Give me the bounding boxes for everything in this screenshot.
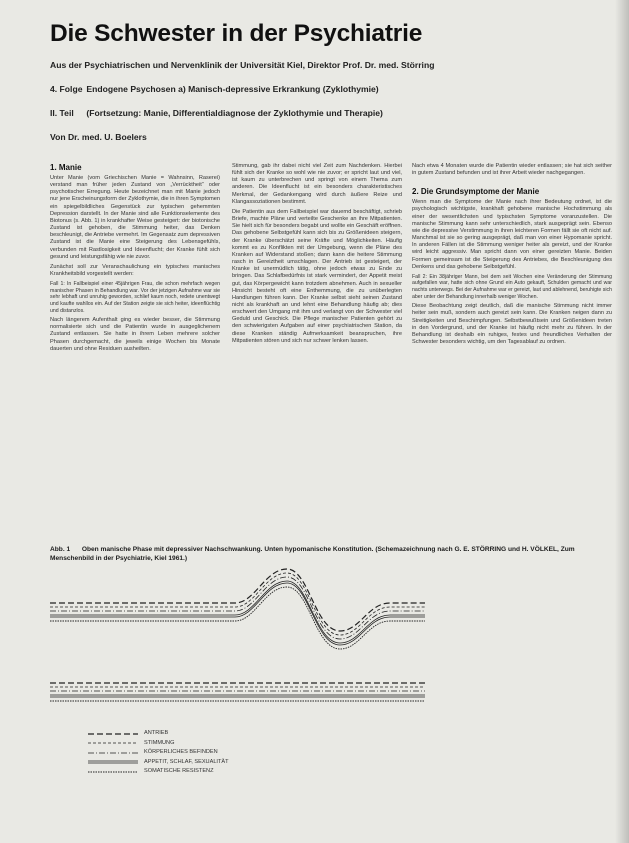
paragraph: Diese Beobachtung zeigt deutlich, daß die manische Stimmung nicht immer heiter sein muß, sondern auch gereizt sein kann. Die Kranken neigen dann zu Streitigkeiten und Beschimpfungen. Selbstbewußtsein und Größenideen treten in den Vordergrund, und der Kranke ist häufig nicht mehr zu führen. In der Behandlung ist deshalb ein ruhiges, festes und freundliches Verhalten der Schwester besonders wichtig, um den Tagesablauf zu ordnen. — [412, 303, 612, 346]
section-heading-mania: 1. Manie — [50, 163, 82, 172]
legend-line-sample — [88, 740, 138, 746]
part-line — [50, 108, 383, 118]
paragraph: Nach etwa 4 Monaten wurde die Patientin wieder entlassen; sie hat sich seither in gutem Zustand befunden und ist ihrer Arbeit wieder nachgegangen. — [412, 163, 612, 177]
paragraph: Stimmung, gab ihr dabei nicht viel Zeit zum Nachdenken. Hierbei fühlt sich der Kranke so wohl wie nie zuvor; er spricht laut und viel, ist kaum zu unterbrechen und springt von einem Thema zum anderen. Die Ideenflucht ist ein besonders charakteristisches Merkmal, der Gedankengang wird durch äußere Reize und Klangassoziationen bestimmt. — [232, 163, 402, 205]
legend-line-sample — [88, 750, 138, 756]
legend-line-sample — [88, 731, 138, 737]
paragraph: Wenn man die Symptome der Manie nach ihrer Bedeutung ordnet, ist die psychologisch wichtigste, krankhaft gehobene manische Hochstimmung als einer der wesentlichsten und typischsten Symptome voranzustellen. Die manische Stimmung kann sehr unterschiedlich, stark ausgeprägt sein. Ebenso wie die depressive Verstimmung in ihren leichteren Formen fällt sie oft nicht auf. Manchmal ist sie so gering ausgeprägt, daß man von einer Hypomanie spricht. In anderen Fällen ist die Stimmung weniger heiter als gereizt, und der Kranke wird leicht aggressiv. Man spricht dann von einer gereizten Manie. Beiden Formen gemeinsam ist die Steigerung des Antriebes, die Beschleunigung des Denkens und das gehobene Selbstgefühl. — [412, 199, 612, 270]
legend-item — [88, 729, 229, 739]
figure-legend — [88, 729, 229, 777]
section-heading-symptoms: 2. Die Grundsymptome der Manie — [412, 187, 540, 197]
text-column-3 — [412, 163, 612, 349]
case-report: Fall 1: In Fallbeispiel einer 45jährigen Frau, die schon mehrfach wegen manischer Phasen in Behandlung war. Vor der jetzigen Aufnahme war sie sehr lebhaft und unruhig geworden, schlief kaum noch, redete unentwegt und kaufte wahllos ein. Auf der Station zeigte sie sich heiter, ideenflüchtig und distanzlos. — [50, 281, 220, 314]
author-line: Von Dr. med. U. Boelers — [50, 132, 147, 142]
figure-caption-text: Oben manische Phase mit depressiver Nachschwankung. Unten hypomanische Konstitution. (Schemazeichnung nach G. E. STÖRRING und H. VÖLKEL, Zum Menschenbild in der Psychiatrie, Kiel 1961.) — [50, 546, 575, 562]
legend-line-sample — [88, 759, 138, 765]
part-text: (Fortsetzung: Manie, Differentialdiagnose der Zyklothymie und Therapie) — [86, 108, 383, 118]
figure-diagram — [50, 565, 425, 725]
figure-label: Abb. 1 — [50, 546, 71, 553]
article-title: Die Schwester in der Psychiatrie — [50, 20, 423, 47]
legend-item — [88, 767, 229, 777]
legend-label: KÖRPERLICHES BEFINDEN — [144, 749, 218, 755]
legend-label: SOMATISCHE RESISTENZ — [144, 768, 214, 774]
case-report: Fall 2: Ein 38jähriger Mann, bei dem seit Wochen eine Veränderung der Stimmung aufgefallen war, hatte sich ohne Grund ein Auto gekauft, Schulden gemacht und war nachts unterwegs. Bei der Aufnahme war er gereizt, laut und ablehnend, beruhigte sich aber unter der Behandlung innerhalb weniger Wochen. — [412, 273, 612, 300]
legend-item — [88, 758, 229, 768]
paragraph: Die Patientin aus dem Fallbeispiel war dauernd beschäftigt, schrieb Briefe, machte Pläne und verteilte Geschenke an ihre Mitpatienten. Sie hielt sich für besonders begabt und wollte ein Geschäft eröffnen. Das gehobene Selbstgefühl kann sich bis zu Größenideen steigern, der Kranke überschätzt seine Kräfte und Möglichkeiten. Häufig kommt es zu Konflikten mit der Umgebung, wenn die Pläne des Kranken auf Widerstand stoßen; dann kann die heitere Stimmung rasch in Gereiztheit umschlagen. Der Antrieb ist gesteigert, der Kranke ist unermüdlich tätig, ohne jedoch etwas zu Ende zu bringen. Das Schlafbedürfnis ist stark vermindert, der Appetit meist gut, das Körpergewicht kann trotzdem abnehmen. Auch in sexueller Hinsicht besteht oft eine Enthemmung, die zu unüberlegten Handlungen führen kann. Der Kranke selbst sieht seinen Zustand nicht als krankhaft an und lehnt eine Behandlung häufig ab; dies erschwert den Umgang mit ihm und verlangt von der Schwester viel Geduld und Geschick. Die Pflege manischer Patienten gehört zu den schwierigsten Aufgaben auf einer psychiatrischen Station, da diese Kranken ständig Aufmerksamkeit beanspruchen, ihre Mitpatienten stören und sich nur schwer lenken lassen. — [232, 208, 402, 344]
series-line — [50, 84, 379, 94]
legend-label: APPETIT, SCHLAF, SEXUALITÄT — [144, 758, 229, 765]
series-text: Endogene Psychosen a) Manisch-depressive Erkrankung (Zyklothymie) — [86, 84, 379, 94]
paragraph: Unter Manie (vom Griechischen Manie = Wahnsinn, Raserei) verstand man früher jeden Zustand von „Verrücktheit“ oder psychotischer Erregung. Heute bezeichnet man mit Manie jedoch nur jene Erscheinungsform der Zyklothymie, die in ihren Symptomen ein spiegelbildliches Gegenstück zur typischen gehemmten Depression darstellt. In der Manie sind alle Funktionselemente des Biotonus (s. Abb. 1) in krankhafter Weise gesteigert: der biotonische Zustand ist gehoben, die Stimmung heiter, das Denken beschleunigt, die Antriebe vermehrt. Im Gegensatz zum depressiven Zustand ist die Manie eine Steigerung des Lebensgefühls, verbunden mit Rastlosigkeit und Ideenflucht; der Kranke fühlt sich gesund und leistungsfähig wie nie zuvor. — [50, 175, 220, 260]
lower-hypomanic-lines — [50, 683, 425, 701]
part-label: II. Teil — [50, 108, 74, 118]
scan-shadow — [615, 0, 629, 843]
legend-item — [88, 739, 229, 749]
upper-manic-curve — [50, 569, 425, 649]
paragraph: Nach längerem Aufenthalt ging es wieder besser, die Stimmung normalisierte sich und die Patientin wurde in ausgeglichenem Zustand entlassen. Sie hatte in ihrem Leben mehrere solcher Phasen durchgemacht, die jeweils einige Wochen bis Monate dauerten und ohne Residuen ausheilten. — [50, 317, 220, 352]
legend-item — [88, 748, 229, 758]
legend-label: STIMMUNG — [144, 739, 175, 746]
affiliation-line: Aus der Psychiatrischen und Nervenklinik der Universität Kiel, Direktor Prof. Dr. med. Störring — [50, 60, 435, 70]
text-column-2 — [232, 163, 402, 348]
legend-label: ANTRIEB — [144, 730, 169, 736]
legend-line-sample — [88, 769, 138, 775]
figure-caption — [50, 546, 610, 563]
paragraph: Zunächst soll zur Veranschaulichung ein typisches manisches Krankheitsbild vorgestellt werden: — [50, 263, 220, 278]
text-column-1 — [50, 163, 220, 356]
series-label: 4. Folge — [50, 84, 83, 94]
